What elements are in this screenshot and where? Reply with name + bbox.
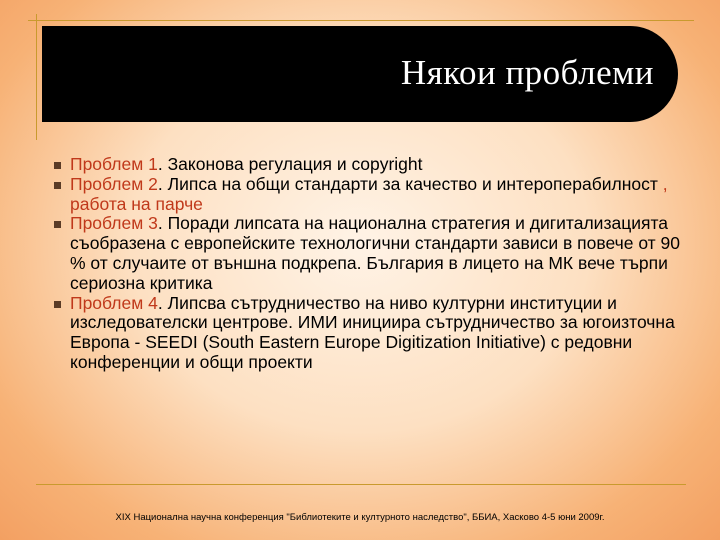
bullet-list (54, 155, 694, 373)
problem-text: . Поради липсата на национална стратегия и дигитализацията съобразена с европейските технологични стандарти зависи в повече от 90 % от случаите от външна подкрепа. България в лицето на МК вече търпи сериозна критика (70, 213, 681, 293)
frame-line-left (36, 14, 37, 140)
problem-label: Проблем 4 (70, 292, 158, 313)
problem-text: . Липса на общи стандарти за качество и интероперабилност (157, 173, 663, 194)
problem-label: Проблем 3 (70, 213, 158, 234)
problem-label: Проблем 1 (70, 154, 158, 174)
slide-footer: XIX Национална научна конференция "Библиотеките и културното наследство", ББИА, Хасково 4-5 юни 2009г. (115, 512, 605, 523)
problem-text: . Липсва сътрудничество на ниво културни институции и изследователски центрове. ИМИ инициира сътрудничество за югоизточна Европа - SEEDI (South Eastern Europe Digitization Initiative) с редовни конференции и общи проекти (70, 292, 675, 372)
bullet-item-2 (54, 175, 694, 215)
problem-label: Проблем 2 (70, 173, 158, 194)
square-bullet-icon (54, 182, 61, 189)
square-bullet-icon (54, 301, 61, 308)
bullet-item-4 (54, 294, 694, 373)
square-bullet-icon (54, 162, 61, 169)
problem-highlight: , работа на парче (70, 173, 668, 214)
frame-line-top (28, 20, 694, 21)
problem-text: . Законова регулация и copyright (157, 154, 423, 174)
bullet-item-1 (54, 155, 694, 175)
title-bar (42, 26, 678, 122)
frame-line-bottom (36, 484, 686, 485)
square-bullet-icon (54, 221, 61, 228)
slide-title: Някои проблеми (400, 53, 654, 92)
bullet-item-3 (54, 214, 694, 293)
